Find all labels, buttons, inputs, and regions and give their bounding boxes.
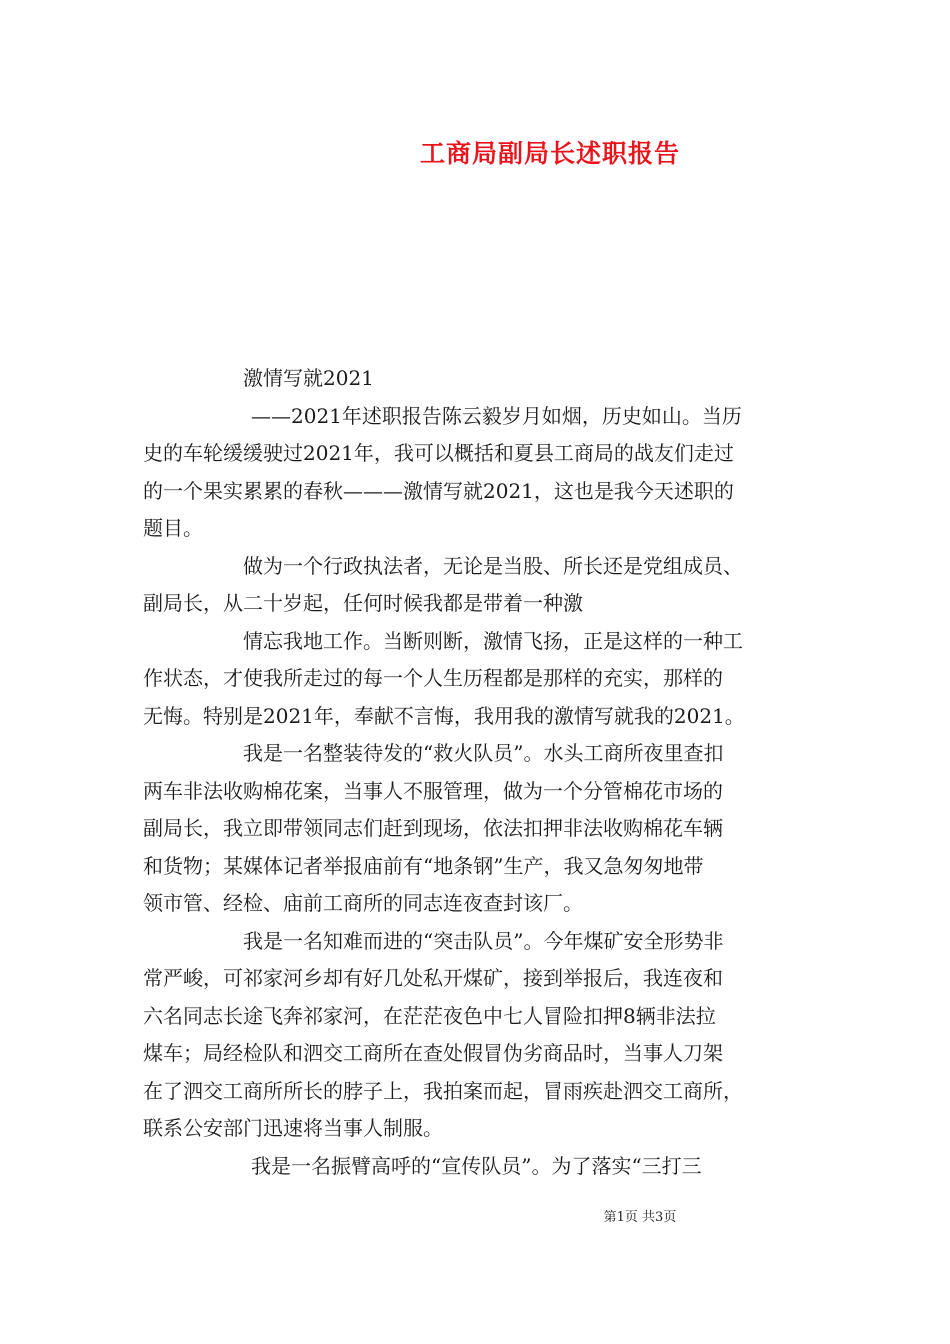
text-line: 我是一名整装待发的“救火队员”。水头工商所夜里查扣 [243, 741, 724, 765]
text-line: 作状态，才使我所走过的每一个人生历程都是那样的充实，那样的 [143, 666, 723, 690]
text-line: 我是一名振臂高呼的“宣传队员”。为了落实“三打三 [251, 1153, 702, 1178]
text-line: 我是一名知难而进的“突击队员”。今年煤矿安全形势非 [243, 928, 724, 953]
text-line: 和货物；某媒体记者举报庙前有“地条钢”生产，我又急匆匆地带 [143, 853, 704, 878]
text-line: ——2021年述职报告陈云毅岁月如烟，历史如山。当历 [251, 403, 742, 428]
page-number: 第1页 共3页 [603, 1210, 677, 1225]
document-title: 工商局副局长述职报告 [419, 139, 680, 168]
text-line: 副局长，从二十岁起，任何时候我都是带着一种激 [143, 591, 583, 615]
text-line: 情忘我地工作。当断则断，激情飞扬，正是这样的一种工 [243, 628, 743, 653]
text-line: 常严峻，可祁家河乡却有好几处私开煤矿，接到举报后，我连夜和 [143, 966, 723, 990]
text-line: 煤车；局经检队和泗交工商所在查处假冒伪劣商品时，当事人刀架 [143, 1041, 723, 1065]
text-line: 史的车轮缓缓驶过2021年，我可以概括和夏县工商局的战友们走过 [143, 441, 734, 465]
text-line: 副局长，我立即带领同志们赶到现场，依法扣押非法收购棉花车辆 [143, 816, 723, 840]
text-line: 联系公安部门迅速将当事人制服。 [143, 1116, 443, 1140]
text-line: 的一个果实累累的春秋———激情写就2021，这也是我今天述职的 [143, 478, 734, 503]
text-line: 领市管、经检、庙前工商所的同志连夜查封该厂。 [143, 891, 583, 915]
text-line: 题目。 [143, 516, 203, 540]
text-line: 两车非法收购棉花案，当事人不服管理，做为一个分管棉花市场的 [143, 778, 723, 803]
text-line: 无悔。特别是2021年，奉献不言悔，我用我的激情写就我的2021。 [143, 703, 745, 728]
text-line: 在了泗交工商所所长的脖子上，我拍案而起，冒雨疾赴泗交工商所， [143, 1078, 743, 1103]
document-body [143, 360, 811, 1185]
text-line: 激情写就2021 [243, 366, 374, 390]
text-line: 做为一个行政执法者，无论是当股、所长还是党组成员、 [243, 553, 743, 578]
text-line: 六名同志长途飞奔祁家河，在茫茫夜色中七人冒险扣押8辆非法拉 [143, 1003, 716, 1028]
